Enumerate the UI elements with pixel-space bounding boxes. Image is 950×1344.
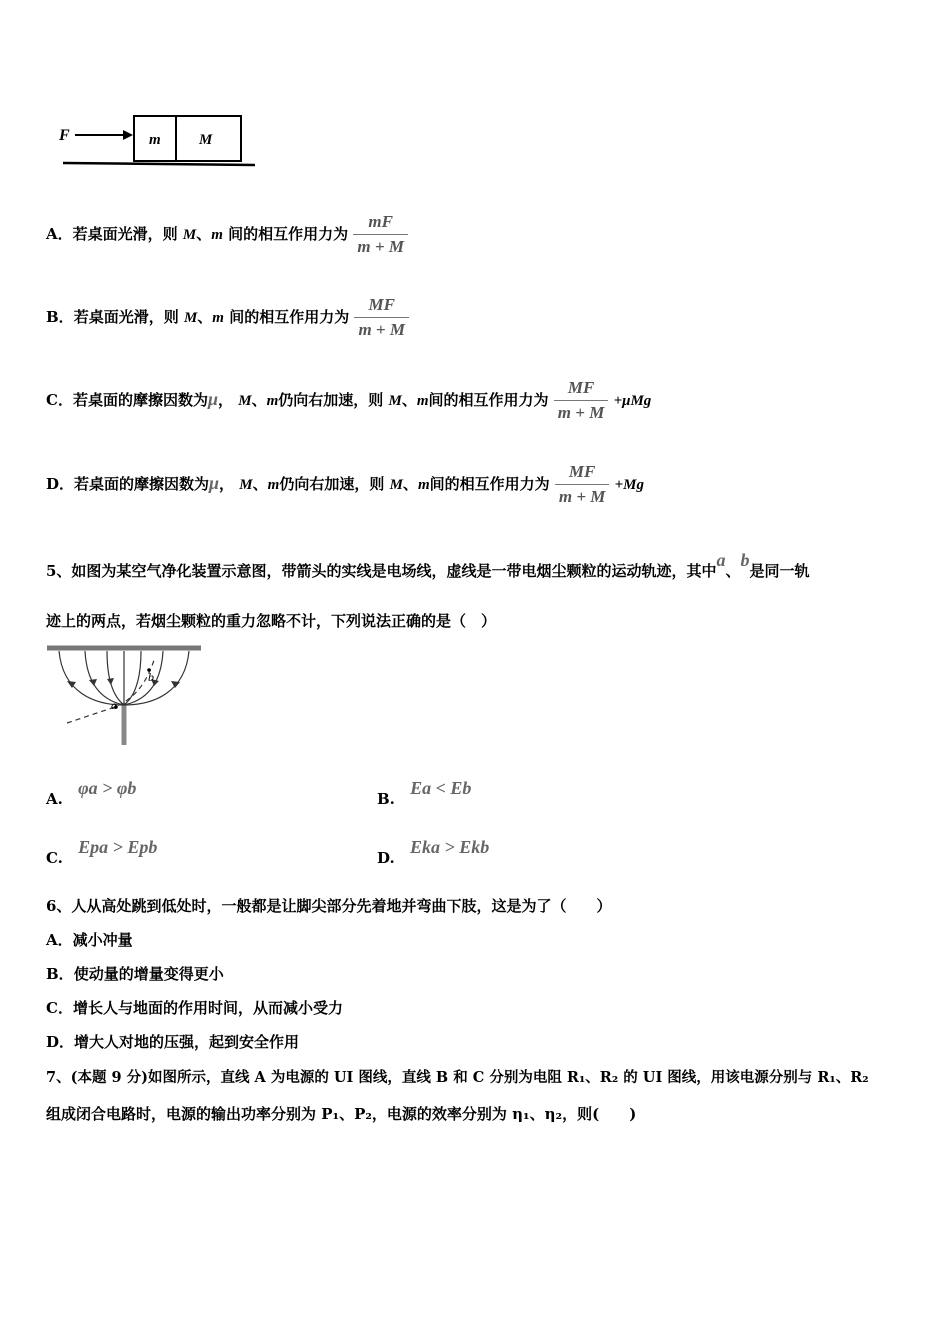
force-label: F [59, 127, 70, 144]
block-large-label: M [199, 132, 213, 148]
q5-option-d: D. Eka > Ekb [377, 837, 490, 867]
table-line [63, 163, 255, 165]
q6-option-c: C．增长人与地面的作用时间，从而减小受力 [46, 999, 343, 1017]
trajectory [67, 657, 155, 723]
q7-stem-line1: 7、(本题 9 分)如图所示，直线 A 为电源的 UI 图线，直线 B 和 C 分别为电阻 R₁、R₂ 的 UI 图线，用该电源分别与 R₁、R₂ [46, 1069, 869, 1086]
q4-option-d: D．若桌面的摩擦因数为μ， M、m仍向右加速，则 M、m间的相互作用力为 $\frac{MF}{m + M}$ +Mg [46, 462, 645, 507]
q6-option-d: D．增大人对地的压强，起到安全作用 [46, 1033, 300, 1051]
q4-option-b: B．若桌面光滑，则 M、m 间的相互作用力为 $\frac{MF}{m + M}$ [46, 295, 409, 341]
fraction: $\frac{MF}{m + M}$ [555, 462, 610, 508]
point-a-label: a [111, 698, 117, 712]
field-lines [59, 651, 189, 705]
force-arrow-head [123, 130, 133, 140]
fraction: $\frac{mF}{m + M}$ [353, 212, 408, 258]
q5-option-b: B. Ea < Eb [377, 778, 472, 808]
q6-option-b: B．使动量的增量变得更小 [46, 965, 224, 983]
electric-field-figure [45, 643, 205, 748]
fraction: $\frac{MF}{m + M}$ [554, 378, 609, 424]
q5-stem-line1: 5、如图为某空气净化装置示意图，带箭头的实线是电场线，虚线是一带电烟尘颗粒的运动轨迹，其中a、b是同一轨 [46, 550, 810, 580]
q5-option-a: A. φa > φb [46, 778, 137, 808]
q4-option-c: C．若桌面的摩擦因数为μ， M、m仍向右加速，则 M、m间的相互作用力为 $\frac{MF}{m + M}$ +μMg [46, 378, 652, 423]
q6-option-a: A．减小冲量 [46, 931, 133, 949]
blocks-figure [55, 108, 265, 173]
block-small-label: m [149, 132, 161, 148]
q6-stem: 6、人从高处跳到低处时，一般都是让脚尖部分先着地并弯曲下肢，这是为了（ ） [46, 897, 612, 915]
q4-option-a: A．若桌面光滑，则 M、m 间的相互作用力为 $\frac{mF}{m + M}$ [46, 212, 408, 258]
q5-stem-line2: 迹上的两点，若烟尘颗粒的重力忽略不计，下列说法正确的是（ ） [46, 612, 497, 630]
q5-option-c: C. Epa > Epb [46, 837, 158, 867]
q7-stem-line2: 组成闭合电路时，电源的输出功率分别为 P₁、P₂，电源的效率分别为 η₁、η₂，则( ) [46, 1105, 637, 1123]
point-b-label: b [148, 670, 154, 684]
fraction: $\frac{MF}{m + M}$ [354, 295, 409, 341]
